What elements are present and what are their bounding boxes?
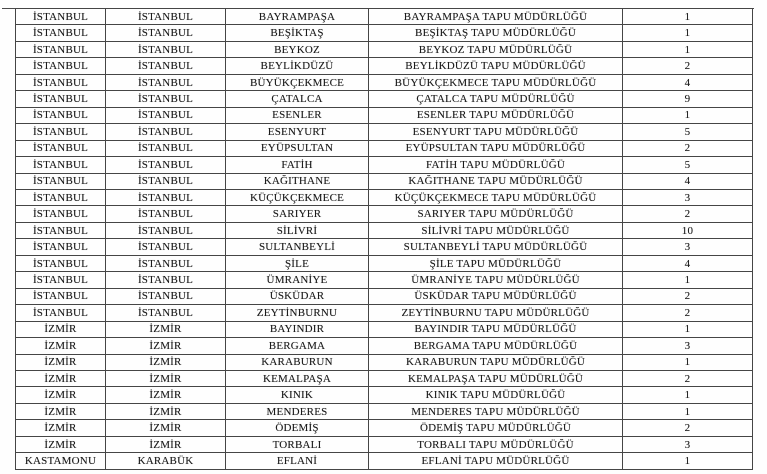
table-row — [16, 272, 753, 288]
cell-count: 2 — [623, 140, 753, 156]
cell-district: SİLİVRİ — [226, 222, 369, 238]
table-row — [16, 173, 753, 189]
cell-province-sub: İSTANBUL — [106, 91, 226, 107]
cell-district: TORBALI — [226, 436, 369, 452]
cell-office-name: SULTANBEYLİ TAPU MÜDÜRLÜĞÜ — [369, 239, 623, 255]
cell-province-sub: İZMİR — [106, 370, 226, 386]
cell-province-sub: İZMİR — [106, 338, 226, 354]
cell-district: KÜÇÜKÇEKMECE — [226, 189, 369, 205]
cell-district: ESENYURT — [226, 124, 369, 140]
cell-district: EFLANİ — [226, 453, 369, 470]
cell-province: İSTANBUL — [16, 140, 106, 156]
table-row — [16, 420, 753, 436]
cell-province: İSTANBUL — [16, 255, 106, 271]
cell-province: İSTANBUL — [16, 305, 106, 321]
table-row — [16, 222, 753, 238]
cell-office-name: ŞİLE TAPU MÜDÜRLÜĞÜ — [369, 255, 623, 271]
cell-province-sub: İSTANBUL — [106, 140, 226, 156]
cell-count: 4 — [623, 255, 753, 271]
cell-office-name: BEŞİKTAŞ TAPU MÜDÜRLÜĞÜ — [369, 25, 623, 41]
cell-province: İSTANBUL — [16, 74, 106, 90]
cell-count: 1 — [623, 453, 753, 470]
cell-district: BÜYÜKÇEKMECE — [226, 74, 369, 90]
cell-count: 2 — [623, 58, 753, 74]
cell-office-name: BAYINDIR TAPU MÜDÜRLÜĞÜ — [369, 321, 623, 337]
cell-province-sub: İZMİR — [106, 387, 226, 403]
table-row — [16, 74, 753, 90]
cell-district: ESENLER — [226, 107, 369, 123]
cell-office-name: ESENLER TAPU MÜDÜRLÜĞÜ — [369, 107, 623, 123]
land-registry-table — [15, 8, 753, 470]
table-row — [16, 403, 753, 419]
cell-province-sub: İSTANBUL — [106, 272, 226, 288]
cell-province: İSTANBUL — [16, 91, 106, 107]
cell-count: 1 — [623, 321, 753, 337]
cell-province-sub: İSTANBUL — [106, 173, 226, 189]
cell-count: 2 — [623, 305, 753, 321]
cell-province: İZMİR — [16, 321, 106, 337]
cell-count: 1 — [623, 272, 753, 288]
cell-province-sub: İSTANBUL — [106, 157, 226, 173]
cell-province: İSTANBUL — [16, 9, 106, 25]
cell-province-sub: İSTANBUL — [106, 124, 226, 140]
table-row — [16, 124, 753, 140]
table-row — [16, 41, 753, 57]
cell-province-sub: İSTANBUL — [106, 107, 226, 123]
cell-province-sub: İSTANBUL — [106, 41, 226, 57]
cell-province: İSTANBUL — [16, 157, 106, 173]
cell-province-sub: İZMİR — [106, 321, 226, 337]
cell-province: İSTANBUL — [16, 189, 106, 205]
cell-district: SULTANBEYLİ — [226, 239, 369, 255]
cell-province: İZMİR — [16, 420, 106, 436]
cell-office-name: KINIK TAPU MÜDÜRLÜĞÜ — [369, 387, 623, 403]
table-row — [16, 25, 753, 41]
cell-district: BEYKOZ — [226, 41, 369, 57]
cell-office-name: BERGAMA TAPU MÜDÜRLÜĞÜ — [369, 338, 623, 354]
cell-office-name: ÖDEMİŞ TAPU MÜDÜRLÜĞÜ — [369, 420, 623, 436]
cell-office-name: KAĞITHANE TAPU MÜDÜRLÜĞÜ — [369, 173, 623, 189]
cell-district: MENDERES — [226, 403, 369, 419]
table-row — [16, 387, 753, 403]
cell-district: BAYRAMPAŞA — [226, 9, 369, 25]
cell-count: 3 — [623, 436, 753, 452]
cell-province: İZMİR — [16, 387, 106, 403]
cell-count: 1 — [623, 9, 753, 25]
cell-count: 3 — [623, 189, 753, 205]
cell-office-name: BEYKOZ TAPU MÜDÜRLÜĞÜ — [369, 41, 623, 57]
table-row — [16, 140, 753, 156]
cell-office-name: ÇATALCA TAPU MÜDÜRLÜĞÜ — [369, 91, 623, 107]
cell-office-name: KEMALPAŞA TAPU MÜDÜRLÜĞÜ — [369, 370, 623, 386]
table-row — [16, 354, 753, 370]
cell-province-sub: İZMİR — [106, 420, 226, 436]
cell-province-sub: İSTANBUL — [106, 206, 226, 222]
cell-district: KARABURUN — [226, 354, 369, 370]
cell-office-name: MENDERES TAPU MÜDÜRLÜĞÜ — [369, 403, 623, 419]
cell-count: 10 — [623, 222, 753, 238]
cell-office-name: ZEYTİNBURNU TAPU MÜDÜRLÜĞÜ — [369, 305, 623, 321]
cell-district: KEMALPAŞA — [226, 370, 369, 386]
cell-district: FATİH — [226, 157, 369, 173]
cell-district: BEYLİKDÜZÜ — [226, 58, 369, 74]
cell-count: 9 — [623, 91, 753, 107]
cell-province: İSTANBUL — [16, 288, 106, 304]
cell-province-sub: İSTANBUL — [106, 305, 226, 321]
cell-district: SARIYER — [226, 206, 369, 222]
cell-province: İSTANBUL — [16, 206, 106, 222]
cell-district: ÜMRANİYE — [226, 272, 369, 288]
table-row — [16, 370, 753, 386]
cell-office-name: BAYRAMPAŞA TAPU MÜDÜRLÜĞÜ — [369, 9, 623, 25]
cell-province-sub: İSTANBUL — [106, 239, 226, 255]
cell-province-sub: İSTANBUL — [106, 189, 226, 205]
table-row — [16, 107, 753, 123]
cell-province-sub: İZMİR — [106, 354, 226, 370]
cell-district: KAĞITHANE — [226, 173, 369, 189]
cell-office-name: ÜSKÜDAR TAPU MÜDÜRLÜĞÜ — [369, 288, 623, 304]
cell-office-name: SARIYER TAPU MÜDÜRLÜĞÜ — [369, 206, 623, 222]
cell-province: İZMİR — [16, 354, 106, 370]
cell-office-name: ÜMRANİYE TAPU MÜDÜRLÜĞÜ — [369, 272, 623, 288]
table-row — [16, 436, 753, 452]
cell-district: BAYINDIR — [226, 321, 369, 337]
cell-province: İSTANBUL — [16, 272, 106, 288]
cell-count: 4 — [623, 173, 753, 189]
cell-office-name: EYÜPSULTAN TAPU MÜDÜRLÜĞÜ — [369, 140, 623, 156]
cell-province: KASTAMONU — [16, 453, 106, 470]
cell-province-sub: İZMİR — [106, 403, 226, 419]
cell-office-name: TORBALI TAPU MÜDÜRLÜĞÜ — [369, 436, 623, 452]
cell-district: BERGAMA — [226, 338, 369, 354]
cell-province-sub: İSTANBUL — [106, 25, 226, 41]
cell-count: 3 — [623, 239, 753, 255]
cell-province: İSTANBUL — [16, 222, 106, 238]
cell-office-name: FATİH TAPU MÜDÜRLÜĞÜ — [369, 157, 623, 173]
cell-province: İZMİR — [16, 338, 106, 354]
cell-district: ÜSKÜDAR — [226, 288, 369, 304]
cell-province: İSTANBUL — [16, 173, 106, 189]
cell-office-name: KARABURUN TAPU MÜDÜRLÜĞÜ — [369, 354, 623, 370]
table-row — [16, 453, 753, 470]
cell-province-sub: İZMİR — [106, 436, 226, 452]
cell-count: 4 — [623, 74, 753, 90]
cell-province: İSTANBUL — [16, 107, 106, 123]
cell-province: İZMİR — [16, 370, 106, 386]
table-row — [16, 91, 753, 107]
cell-office-name: BEYLİKDÜZÜ TAPU MÜDÜRLÜĞÜ — [369, 58, 623, 74]
cell-province-sub: İSTANBUL — [106, 255, 226, 271]
table-row — [16, 9, 753, 25]
cell-count: 1 — [623, 387, 753, 403]
table-row — [16, 157, 753, 173]
cell-count: 5 — [623, 124, 753, 140]
cell-district: ZEYTİNBURNU — [226, 305, 369, 321]
cell-office-name: KÜÇÜKÇEKMECE TAPU MÜDÜRLÜĞÜ — [369, 189, 623, 205]
registry-table-body — [16, 9, 753, 470]
cell-count: 3 — [623, 338, 753, 354]
cell-province: İZMİR — [16, 403, 106, 419]
cell-count: 2 — [623, 206, 753, 222]
cell-province-sub: KARABÜK — [106, 453, 226, 470]
cell-province: İSTANBUL — [16, 41, 106, 57]
cell-district: ÇATALCA — [226, 91, 369, 107]
cell-count: 1 — [623, 25, 753, 41]
cell-province-sub: İSTANBUL — [106, 9, 226, 25]
cell-district: BEŞİKTAŞ — [226, 25, 369, 41]
cell-office-name: EFLANİ TAPU MÜDÜRLÜĞÜ — [369, 453, 623, 470]
cell-province: İZMİR — [16, 436, 106, 452]
table-row — [16, 305, 753, 321]
cell-count: 2 — [623, 370, 753, 386]
cell-count: 1 — [623, 354, 753, 370]
cell-count: 2 — [623, 288, 753, 304]
cell-office-name: ESENYURT TAPU MÜDÜRLÜĞÜ — [369, 124, 623, 140]
table-row — [16, 321, 753, 337]
cell-district: ŞİLE — [226, 255, 369, 271]
cell-province: İSTANBUL — [16, 58, 106, 74]
table-row — [16, 239, 753, 255]
cell-district: KINIK — [226, 387, 369, 403]
cell-province-sub: İSTANBUL — [106, 288, 226, 304]
cell-count: 5 — [623, 157, 753, 173]
cell-province-sub: İSTANBUL — [106, 74, 226, 90]
cell-count: 2 — [623, 420, 753, 436]
table-row — [16, 58, 753, 74]
cell-office-name: BÜYÜKÇEKMECE TAPU MÜDÜRLÜĞÜ — [369, 74, 623, 90]
cell-district: EYÜPSULTAN — [226, 140, 369, 156]
table-row — [16, 206, 753, 222]
cell-province-sub: İSTANBUL — [106, 222, 226, 238]
cell-province: İSTANBUL — [16, 124, 106, 140]
cell-office-name: SİLİVRİ TAPU MÜDÜRLÜĞÜ — [369, 222, 623, 238]
table-row — [16, 255, 753, 271]
table-row — [16, 338, 753, 354]
cell-count: 1 — [623, 403, 753, 419]
table-row — [16, 189, 753, 205]
table-row — [16, 288, 753, 304]
cell-province: İSTANBUL — [16, 25, 106, 41]
cell-count: 1 — [623, 41, 753, 57]
cell-count: 1 — [623, 107, 753, 123]
cell-province: İSTANBUL — [16, 239, 106, 255]
cell-district: ÖDEMİŞ — [226, 420, 369, 436]
cell-province-sub: İSTANBUL — [106, 58, 226, 74]
